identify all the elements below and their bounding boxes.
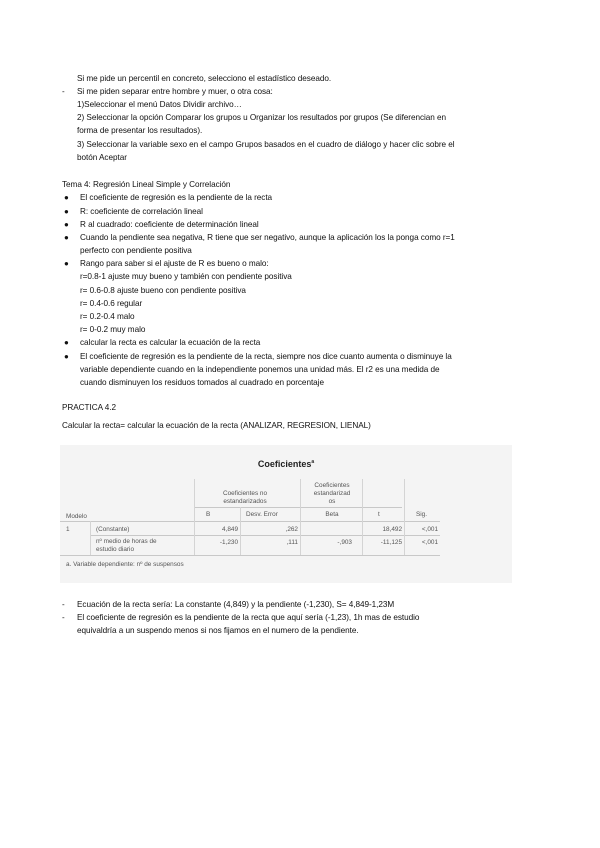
coefficient-line-1: El coeficiente de regresión es la pendiente de la recta que aquí sería (-1,23), 1h mas de estudio <box>77 613 420 622</box>
intro-line-2: Si me piden separar entre hombre y muer, o otra cosa: <box>77 87 273 96</box>
intro-line-4: 2) Seleccionar la opción Comparar los grupos u Organizar los resultados por grupos (Se diferencian en <box>77 113 447 122</box>
bullet-7-cont-1: variable dependiente cuando en la independiente ponemos una unidad más. El r2 es una medida de <box>80 365 440 374</box>
bullet-dot: ● <box>64 338 69 347</box>
bullet-3: R al cuadrado: coeficiente de determinación lineal <box>80 220 259 229</box>
column-divider <box>362 479 363 555</box>
bullet-4-cont: perfecto con pendiente positiva <box>80 246 192 255</box>
dash-marker: - <box>62 600 65 609</box>
col-modelo: Modelo <box>66 513 87 520</box>
col-t: t <box>378 511 380 518</box>
bullet-2: R: coeficiente de correlación lineal <box>80 207 203 216</box>
col-b: B <box>206 511 211 518</box>
header-standardized-3: os <box>328 498 336 505</box>
table-title-superscript: a <box>311 459 315 465</box>
row-constant-label: (Constante) <box>96 526 130 533</box>
row-hours-label: nº medio de horas de <box>96 538 157 545</box>
intro-line-1: Si me pide un percentil en concreto, selecciono el estadístico deseado. <box>77 74 332 83</box>
model-number: 1 <box>66 526 70 533</box>
bullet-dot: ● <box>64 233 69 242</box>
bullet-dot: ● <box>64 220 69 229</box>
practica-description: Calcular la recta= calcular la ecuación de la recta (ANALIZAR, REGRESION, LIENAL) <box>62 421 371 430</box>
dash-marker: - <box>62 613 65 622</box>
dash-marker: - <box>62 87 65 96</box>
row-hours-sig: <,001 <box>421 539 438 546</box>
bullet-dot: ● <box>64 259 69 268</box>
bullet-1: El coeficiente de regresión es la pendiente de la recta <box>80 193 273 202</box>
row-constant-b: 4,849 <box>222 526 238 533</box>
column-divider <box>240 507 241 555</box>
bullet-4: Cuando la pendiente sea negativa, R tiene que ser negativo, aunque la aplicación los la ponga como r=1 <box>80 233 455 242</box>
col-std-error: Desv. Error <box>246 511 278 518</box>
bullet-5: Rango para saber si el ajuste de R es bueno o malo: <box>80 259 269 268</box>
practica-title: PRACTICA 4.2 <box>62 403 117 412</box>
row-constant-se: ,262 <box>285 526 298 533</box>
header-standardized-2: estandarizad <box>313 490 351 497</box>
column-divider <box>404 479 405 555</box>
intro-line-3: 1)Seleccionar el menú Datos Dividir archivo… <box>77 100 242 109</box>
bullet-6: calcular la recta es calcular la ecuación de la recta <box>80 338 261 347</box>
bullet-dot: ● <box>64 193 69 202</box>
range-line-1: r=0.8-1 ajuste muy bueno y también con pendiente positiva <box>80 272 292 281</box>
header-standardized: Coeficientes <box>314 482 350 489</box>
col-sig: Sig. <box>416 511 428 518</box>
range-line-3: r= 0.4-0.6 regular <box>80 299 143 308</box>
header-bottom-line <box>60 521 440 522</box>
row-hours-b: -1,230 <box>219 539 238 546</box>
column-divider <box>90 521 91 555</box>
range-line-2: r= 0.6-0.8 ajuste bueno con pendiente positiva <box>80 286 246 295</box>
coefficients-table <box>60 445 512 583</box>
range-line-5: r= 0-0.2 muy malo <box>80 325 146 334</box>
coefficient-line-2: equivaldría a un suspendo menos si nos fijamos en el numero de la pendiente. <box>77 626 359 635</box>
equation-line: Ecuación de la recta sería: La constante (4,849) y la pendiente (-1,230), S= 4,849-1,23M <box>77 600 395 609</box>
row-constant-sig: <,001 <box>421 526 438 533</box>
intro-line-6: 3) Seleccionar la variable sexo en el campo Grupos basados en el cuadro de diálogo y hacer clic sobre el <box>77 140 455 149</box>
table-title <box>60 459 512 469</box>
range-line-4: r= 0.2-0.4 malo <box>80 312 135 321</box>
bullet-7: El coeficiente de regresión es la pendiente de la recta, siempre nos dice cuanto aumenta o disminuye la <box>80 352 452 361</box>
col-beta: Beta <box>325 511 339 518</box>
row-constant-t: 18,492 <box>382 526 402 533</box>
header-unstandardized: Coeficientes no <box>222 490 268 497</box>
header-unstandardized-2: estandarizados <box>223 498 267 505</box>
column-divider <box>300 479 301 555</box>
header-divider <box>194 507 402 508</box>
bullet-7-cont-2: cuando disminuyen los residuos tomados al cuadrado en porcentaje <box>80 378 324 387</box>
table-bottom-line <box>60 555 440 556</box>
bullet-dot: ● <box>64 207 69 216</box>
intro-line-7: botón Aceptar <box>77 153 127 162</box>
row-divider <box>90 535 440 536</box>
row-hours-beta: -,903 <box>337 539 352 546</box>
section-title: Tema 4: Regresión Lineal Simple y Correlación <box>62 180 231 189</box>
table-footnote: a. Variable dependiente: nº de suspensos <box>66 561 184 568</box>
bullet-dot: ● <box>64 352 69 361</box>
table-title-text: Coeficientes <box>257 459 312 469</box>
row-hours-label-2: estudio diario <box>96 546 135 553</box>
intro-line-5: forma de presentar los resultados). <box>77 126 203 135</box>
row-hours-t: -11,125 <box>380 539 402 546</box>
column-divider <box>194 479 195 555</box>
row-hours-se: ,111 <box>286 539 298 546</box>
